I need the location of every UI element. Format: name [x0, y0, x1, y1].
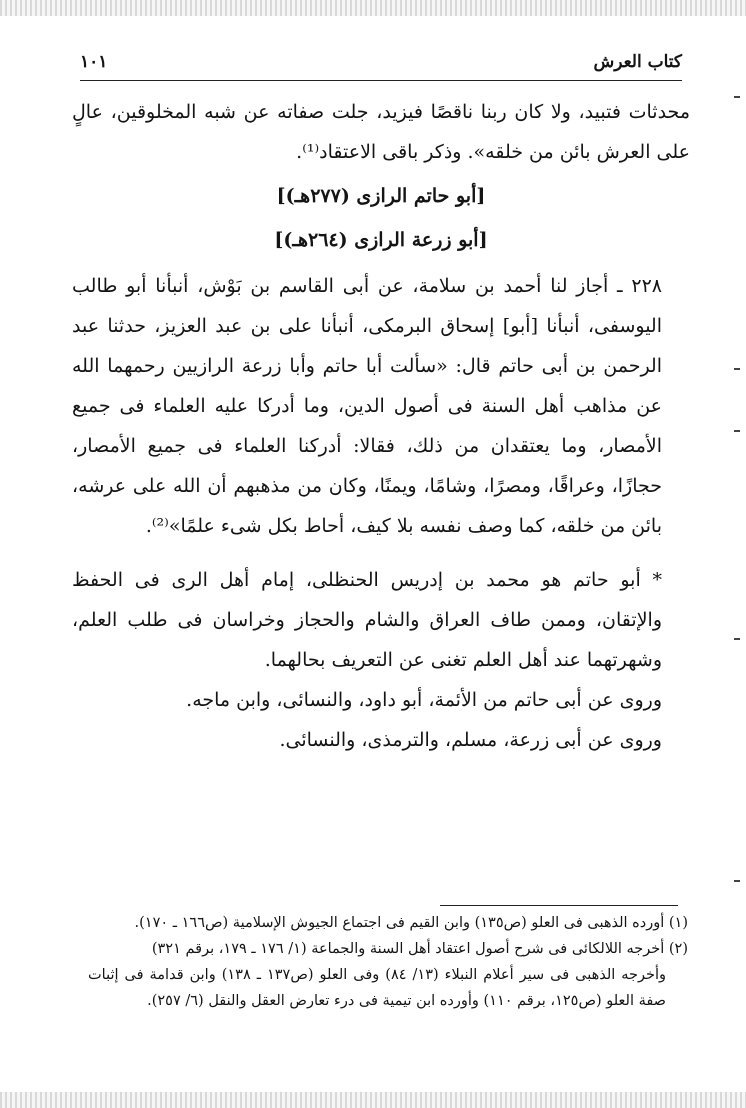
intro-paragraph: محدثات فتبيد، ولا كان ربنا ناقصًا فيزيد، جلت صفاته عن شبه المخلوقين، عالٍ على العرش بائن من خلقه». وذكر باقى الاعتقاد⁽¹⁾. — [72, 101, 690, 163]
footnotes — [88, 910, 688, 1014]
narrators-abu-zura: وروى عن أبى زرعة، مسلم، والترمذى، والنسائى. — [279, 729, 662, 751]
narrators-abu-hatim: وروى عن أبى حاتم من الأئمة، أبو داود، والنسائى، وابن ماجه. — [186, 689, 662, 711]
bottom-ornamental-border — [0, 1092, 746, 1108]
running-title: كتاب العرش — [593, 52, 682, 72]
main-text — [72, 92, 690, 760]
margin-mark — [734, 368, 740, 370]
page-header — [80, 46, 682, 81]
footnote-separator — [440, 905, 678, 906]
hadith-paragraph: ٢٢٨ ـ أجاز لنا أحمد بن سلامة، عن أبى القاسم بن بَوْش، أنبأنا أبو طالب اليوسفى، أنبأنا [أبو] إسحاق البرمكى، أنبأنا على بن عبد العزيز، حدثنا عبد الرحمن بن أبى حاتم قال: «سألت أبا حاتم وأبا زرعة الرازيين رحمهما الله عن مذاهب أهل السنة فى أصول الدين، وما أدركا عليه العلماء فى جميع الأمصار، وما يعتقدان من ذلك، فقالا: أدركنا العلماء فى جميع الأمصار، حجازًا، وعراقًا، ومصرًا، وشامًا، ويمنًا، وكان من مذهبهم أن الله على عرشه، بائن من خلقه، كما وصف نفسه بلا كيف، أحاط بكل شىء علمًا»⁽²⁾. — [72, 275, 662, 537]
margin-mark — [734, 430, 740, 432]
section-heading-abu-hatim: [أبو حاتم الرازى (٢٧٧هـ)] — [276, 185, 486, 207]
footnote-2-continuation: وأخرجه الذهبى فى سير أعلام النبلاء (١٣/ ٨٤) وفى العلو (ص١٣٧ ـ ١٣٨) وابن قدامة فى إثبات صفة العلو (ص١٢٥، برقم ١١٠) وأورده ابن تيمية فى درء تعارض العقل والنقل (٦/ ٢٥٧). — [88, 967, 667, 1009]
footnote-2: (٢) أخرجه اللالكائى فى شرح أصول اعتقاد أهل السنة والجماعة (١/ ١٧٦ ـ ١٧٩، برقم ٣٢١) — [151, 941, 688, 957]
margin-mark — [734, 880, 740, 882]
page-number: ١٠١ — [80, 52, 108, 72]
biography-note: * أبو حاتم هو محمد بن إدريس الحنظلى، إمام أهل الرى فى الحفظ والإتقان، وممن طاف العراق والشام والحجاز وخراسان فى طلب العلم، وشهرتهما عند أهل العلم تغنى عن التعريف بحالهما. — [72, 569, 662, 671]
section-heading-abu-zura: [أبو زرعة الرازى (٢٦٤هـ)] — [274, 229, 488, 251]
footnote-1: (١) أورده الذهبى فى العلو (ص١٣٥) وابن القيم فى اجتماع الجيوش الإسلامية (ص١٦٦ ـ ١٧٠). — [134, 915, 688, 931]
margin-mark — [734, 638, 740, 640]
top-ornamental-border — [0, 0, 746, 16]
margin-mark — [734, 96, 740, 98]
